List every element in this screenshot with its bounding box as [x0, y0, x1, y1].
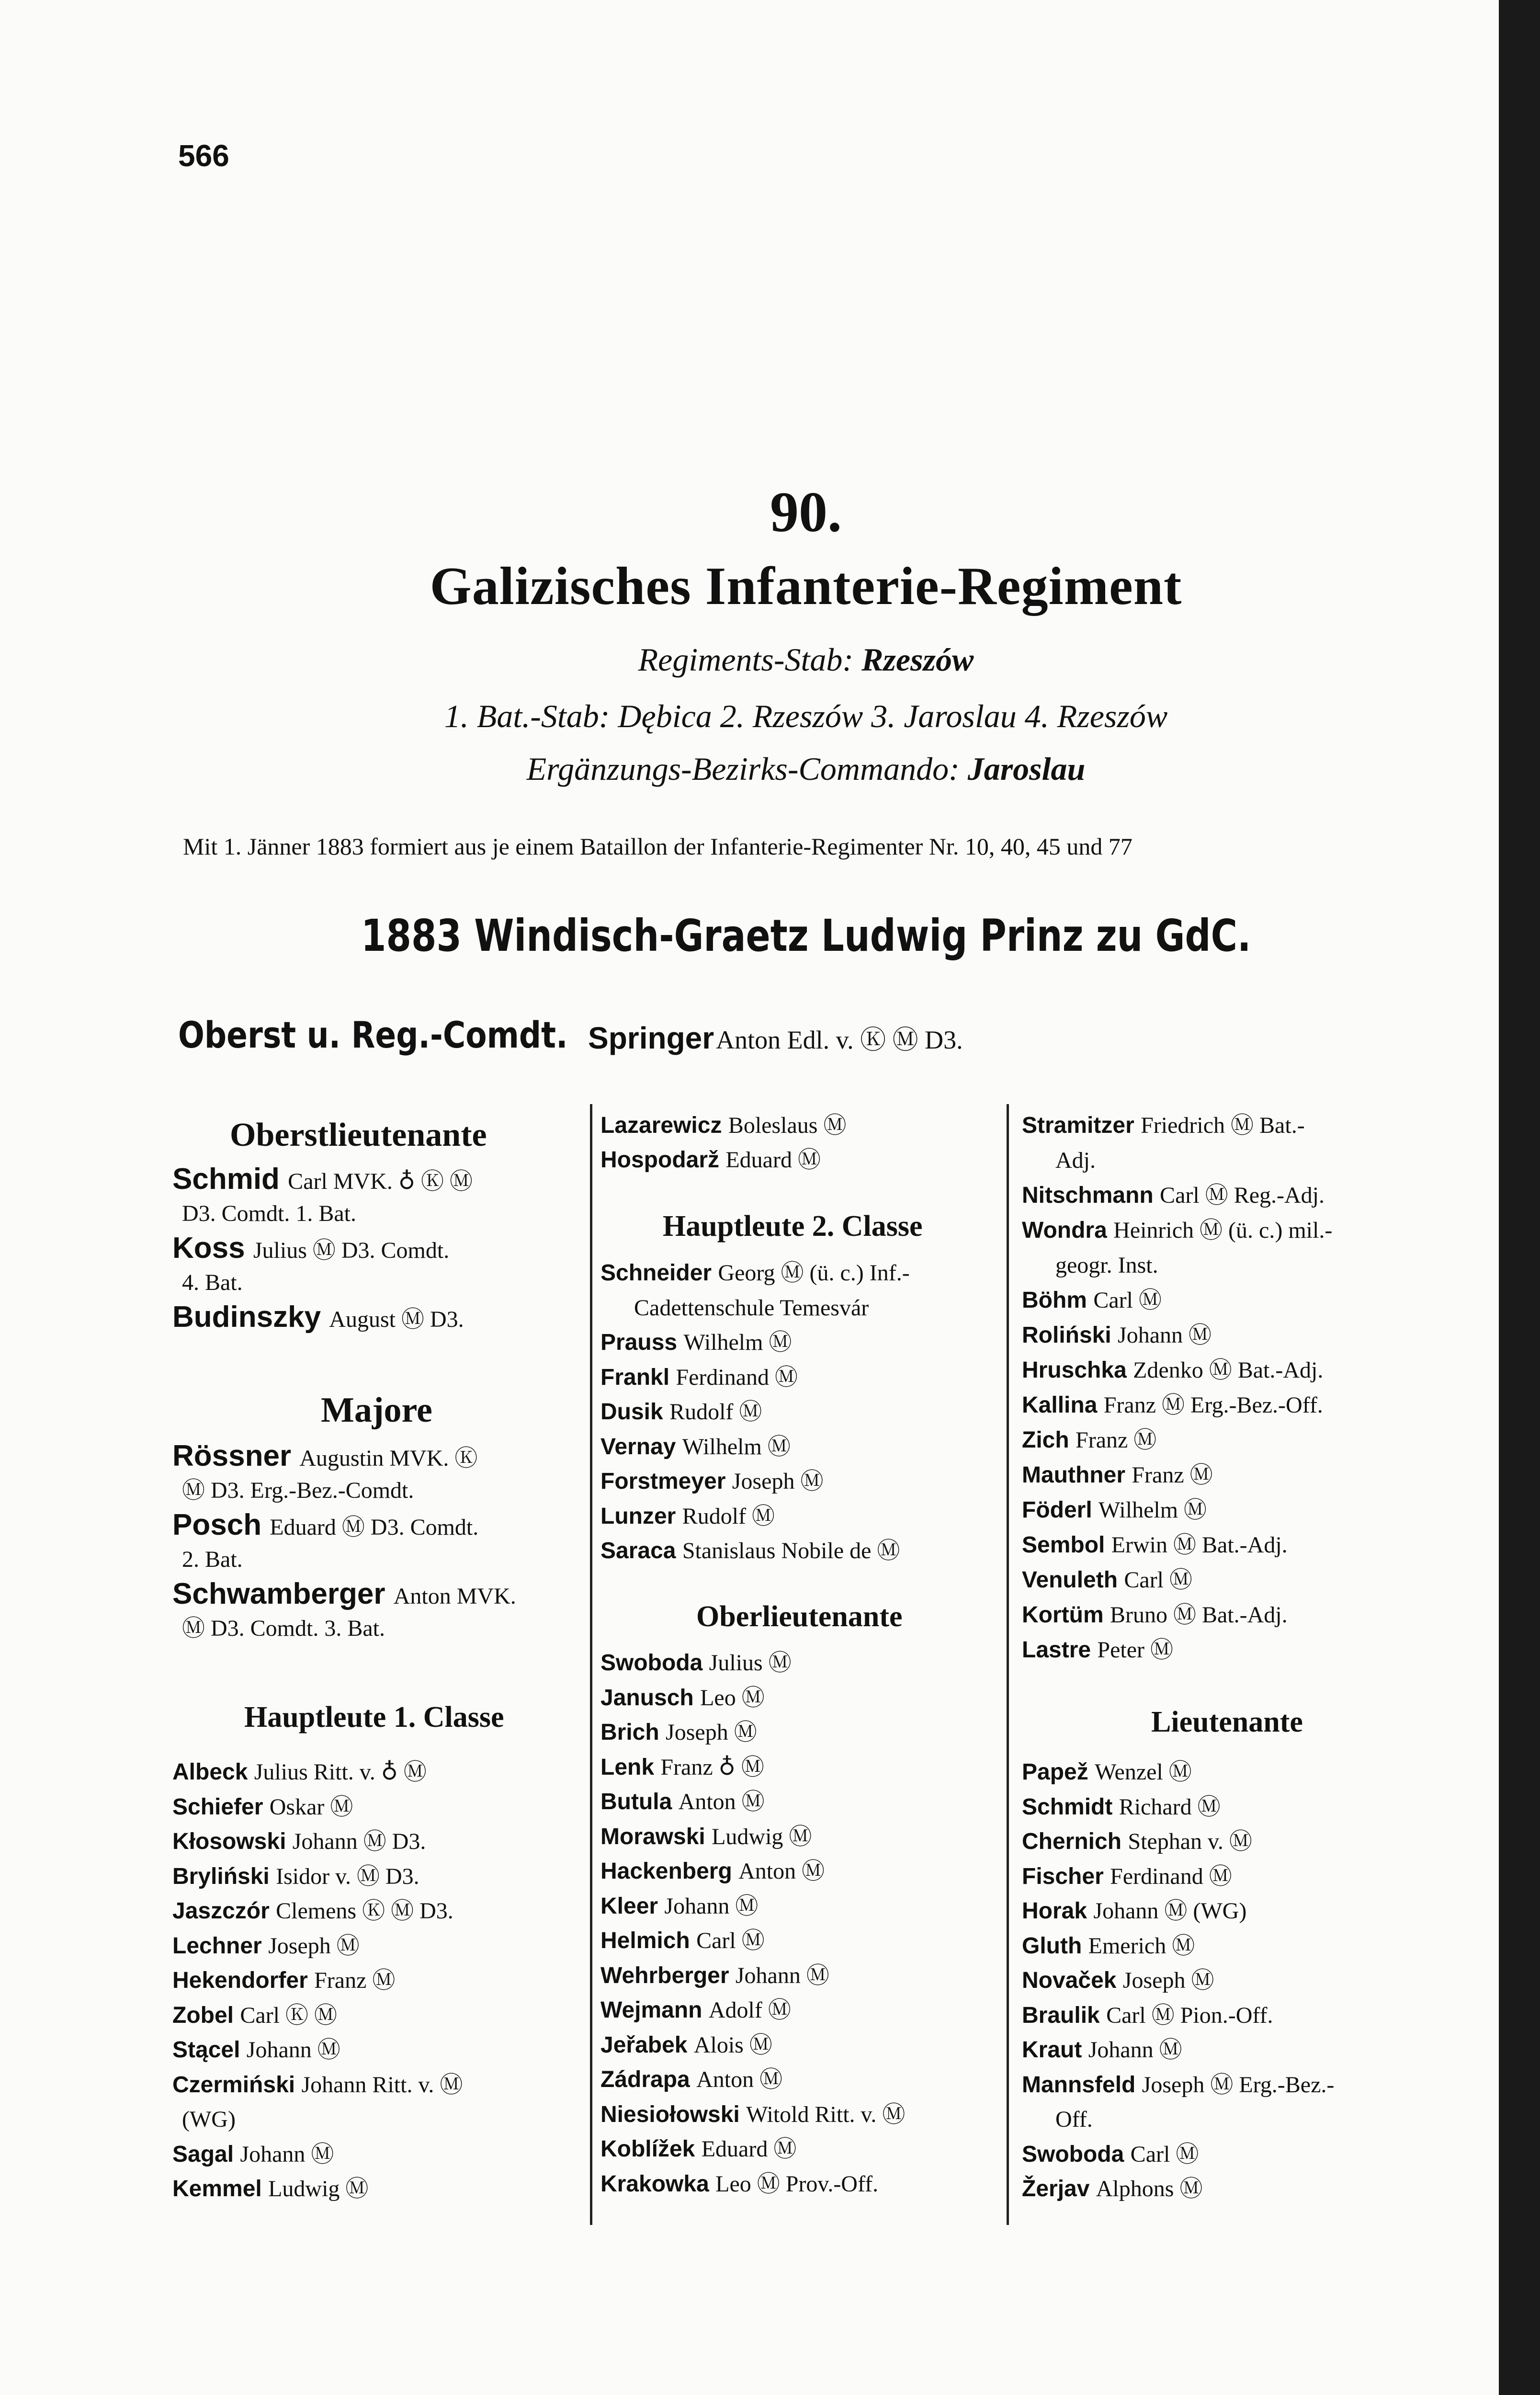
- officer-name: Jeřabek: [600, 2032, 694, 2058]
- officer-name: Swoboda: [600, 1650, 709, 1676]
- officer-details: Carl MVK. ♁ Ⓚ Ⓜ: [288, 1169, 473, 1194]
- officer-name: Chernich: [1022, 1829, 1128, 1854]
- officer-name: Dusik: [600, 1399, 670, 1425]
- officer-entry: [600, 1788, 765, 1816]
- officer-details: geogr. Inst.: [1055, 1253, 1158, 1278]
- erg-line: [57, 750, 1540, 788]
- officer-details: Ⓜ D3. Erg.-Bez.-Comdt.: [182, 1478, 414, 1503]
- officer-details: Ludwig Ⓜ: [712, 1824, 812, 1849]
- officer-entry: [182, 2105, 236, 2134]
- officer-name: Wehrberger: [600, 1962, 736, 1988]
- officer-name: Gluth: [1022, 1933, 1088, 1959]
- page-number: 566: [178, 138, 229, 173]
- column-rule-left: [590, 1104, 592, 2225]
- officer-name: Mannsfeld: [1022, 2072, 1142, 2098]
- officer-entry: [1055, 1251, 1158, 1280]
- inhaber-line: [57, 910, 1540, 961]
- formation-note: Mit 1. Jänner 1883 formiert aus je einem Bataillon der Infanterie-Regimenter Nr. 10, 40, 45 und 77: [183, 833, 1132, 860]
- officer-details: Wilhelm Ⓜ: [683, 1330, 792, 1355]
- officer-details: Joseph Ⓜ: [666, 1720, 757, 1745]
- officer-name: Stramitzer: [1022, 1113, 1141, 1138]
- officer-entry: [1022, 2140, 1199, 2169]
- battalion-line: 1. Bat.-Stab: Dębica 2. Rzeszów 3. Jaroslau 4. Rzeszów: [444, 698, 1168, 734]
- officer-name: Kortüm: [1022, 1602, 1110, 1628]
- officer-details: Eduard Ⓜ: [701, 2136, 797, 2162]
- officer-name: Lunzer: [600, 1503, 682, 1529]
- officer-details: Richard Ⓜ: [1119, 1794, 1221, 1820]
- officer-details: Adolf Ⓜ: [708, 1997, 791, 2023]
- officer-details: August Ⓜ D3.: [329, 1307, 464, 1332]
- officer-entry: [172, 2175, 368, 2203]
- officer-entry: [172, 1234, 449, 1265]
- officer-name: Novaček: [1022, 1968, 1123, 1993]
- officer-details: Off.: [1055, 2107, 1093, 2132]
- officer-details: Friedrich Ⓜ Bat.-: [1141, 1113, 1305, 1138]
- officer-name: Wejmann: [600, 1997, 709, 2023]
- officer-name: Jaszczór: [172, 1898, 276, 1924]
- officer-details: Cadettenschule Temesvár: [634, 1295, 869, 1321]
- officer-entry: [1022, 1216, 1332, 1245]
- officer-name: Morawski: [600, 1824, 712, 1849]
- officer-entry: [182, 1545, 243, 1574]
- officer-entry: [1022, 2175, 1202, 2203]
- oberst-title: Oberst u. Reg.-Comdt.: [178, 1014, 568, 1056]
- officer-name: Koblížek: [600, 2136, 702, 2162]
- officer-entry: [1022, 1496, 1207, 1525]
- officer-entry: [600, 2100, 905, 2129]
- officer-entry: [1022, 1966, 1214, 1995]
- oberst-rest: Anton Edl. v. Ⓚ Ⓜ D3.: [716, 1026, 963, 1054]
- officer-entry: [1022, 1566, 1192, 1595]
- officer-entry: [600, 1398, 762, 1426]
- heading-majore: Majore: [321, 1391, 432, 1430]
- officer-name: Žerjav: [1022, 2176, 1096, 2201]
- officer-entry: [1022, 1391, 1323, 1420]
- oberst-row: [178, 1014, 636, 1056]
- officer-name: Horak: [1022, 1898, 1094, 1924]
- regiment-number: 90.: [770, 480, 842, 544]
- officer-details: Emerich Ⓜ: [1088, 1933, 1195, 1959]
- officer-name: Hruschka: [1022, 1357, 1133, 1383]
- officer-details: (WG): [182, 2107, 236, 2132]
- officer-entry: [1022, 1758, 1192, 1787]
- officer-entry: [600, 1328, 792, 1357]
- officer-entry: [172, 1966, 395, 1995]
- stab-place: Rzeszów: [861, 641, 974, 678]
- officer-details: Wenzel Ⓜ: [1095, 1759, 1192, 1785]
- officer-details: 4. Bat.: [182, 1270, 243, 1295]
- officer-details: Joseph Ⓜ: [268, 1933, 360, 1959]
- officer-details: Ferdinand Ⓜ: [1110, 1863, 1232, 1889]
- oberst-name-row: [588, 1019, 963, 1056]
- erg-place: Jaroslau: [967, 751, 1086, 787]
- officer-name: Rössner: [172, 1439, 300, 1472]
- officer-entry: [600, 1467, 823, 1496]
- officer-entry: [1022, 1111, 1305, 1140]
- officer-name: Papež: [1022, 1759, 1095, 1785]
- officer-entry: [1022, 1531, 1288, 1560]
- officer-entry: [172, 1827, 426, 1856]
- officer-entry: [600, 1537, 900, 1565]
- officer-entry: [1055, 2105, 1093, 2134]
- officer-name: Zich: [1022, 1427, 1076, 1453]
- officer-details: Carl Ⓜ Reg.-Adj.: [1160, 1183, 1325, 1208]
- officer-details: Eduard Ⓜ D3. Comdt.: [270, 1515, 479, 1540]
- officer-name: Roliński: [1022, 1323, 1118, 1348]
- officer-entry: [600, 1502, 775, 1531]
- officer-entry: [600, 1927, 765, 1955]
- officer-entry: [1022, 1286, 1162, 1315]
- officer-entry: [600, 1718, 757, 1747]
- officer-entry: [600, 1649, 792, 1677]
- officer-name: Lenk: [600, 1754, 661, 1780]
- officer-name: Lastre: [1022, 1637, 1098, 1663]
- officer-entry: [600, 1684, 765, 1712]
- officer-name: Prauss: [600, 1330, 684, 1355]
- officer-details: D3. Comdt. 1. Bat.: [182, 1201, 357, 1226]
- officer-details: Wilhelm Ⓜ: [682, 1434, 791, 1460]
- officer-details: Stephan v. Ⓜ: [1128, 1829, 1252, 1854]
- officer-details: Johann Ⓜ: [1118, 1323, 1212, 1348]
- officer-name: Vernay: [600, 1434, 682, 1460]
- officer-entry: [1022, 2036, 1182, 2064]
- officer-name: Schneider: [600, 1260, 718, 1286]
- officer-entry: [172, 1439, 478, 1473]
- officer-details: Stanislaus Nobile de Ⓜ: [682, 1538, 900, 1563]
- officer-details: Rudolf Ⓜ: [669, 1399, 762, 1425]
- officer-details: Joseph Ⓜ Erg.-Bez.-: [1142, 2072, 1335, 2098]
- officer-name: Bryliński: [172, 1863, 276, 1889]
- officer-details: Franz ♁ Ⓜ: [660, 1754, 764, 1780]
- officer-details: Anton MVK.: [393, 1584, 516, 1609]
- officer-name: Kallina: [1022, 1392, 1104, 1418]
- officer-details: Johann Ⓜ D3.: [292, 1829, 426, 1854]
- officer-entry: [1022, 2001, 1273, 2030]
- officer-name: Braulik: [1022, 2002, 1107, 2028]
- officer-name: Sagal: [172, 2141, 240, 2167]
- officer-entry: [600, 2135, 796, 2164]
- officer-details: Peter Ⓜ: [1097, 1637, 1174, 1663]
- officer-details: Anton Ⓜ: [696, 2067, 783, 2092]
- officer-details: Augustin MVK. Ⓚ: [299, 1446, 478, 1471]
- officer-entry: [172, 1577, 516, 1611]
- officer-entry: [172, 1897, 453, 1926]
- officer-details: Carl Ⓜ: [1093, 1288, 1162, 1313]
- officer-details: Zdenko Ⓜ Bat.-Adj.: [1133, 1357, 1324, 1383]
- officer-details: 2. Bat.: [182, 1547, 243, 1572]
- heading-hauptleute-1: Hauptleute 1. Classe: [244, 1701, 504, 1734]
- officer-details: Franz Ⓜ Erg.-Bez.-Off.: [1103, 1392, 1323, 1418]
- officer-entry: [172, 1862, 419, 1891]
- officer-entry: [182, 1199, 356, 1228]
- officer-details: Wilhelm Ⓜ: [1098, 1497, 1207, 1523]
- officer-details: Ⓜ D3. Comdt. 3. Bat.: [182, 1616, 385, 1641]
- officer-details: Anton Ⓜ: [738, 1859, 825, 1884]
- officer-details: Alois Ⓜ: [693, 2032, 772, 2058]
- officer-details: Oskar Ⓜ: [269, 1794, 353, 1820]
- officer-entry: [600, 1259, 910, 1288]
- officer-name: Niesiołowski: [600, 2101, 747, 2127]
- officer-details: Julius Ⓜ D3. Comdt.: [253, 1238, 450, 1263]
- officer-entry: [1022, 1897, 1246, 1926]
- officer-details: Leo Ⓜ: [700, 1685, 765, 1711]
- officer-details: Georg Ⓜ (ü. c.) Inf.-: [718, 1260, 910, 1286]
- officer-entry: [1022, 1601, 1288, 1630]
- officer-details: Carl Ⓜ: [1130, 2141, 1199, 2167]
- officer-name: Schmidt: [1022, 1794, 1119, 1820]
- oberst-name: Springer: [588, 1021, 714, 1055]
- officer-name: Czermiński: [172, 2072, 302, 2098]
- officer-entry: [600, 2031, 772, 2060]
- officer-entry: [172, 1793, 353, 1822]
- officer-name: Krakowka: [600, 2171, 716, 2197]
- officer-details: Johann Ⓜ: [240, 2141, 334, 2167]
- officer-entry: [600, 1753, 764, 1782]
- officer-details: Johann Ⓜ (WG): [1093, 1898, 1247, 1924]
- officer-details: Adj.: [1055, 1148, 1096, 1173]
- officer-entry: [1022, 1321, 1212, 1350]
- officer-details: Leo Ⓜ Prov.-Off.: [715, 2171, 879, 2197]
- officer-name: Wondra: [1022, 1218, 1114, 1243]
- officer-name: Lechner: [172, 1933, 269, 1959]
- officer-name: Kemmel: [172, 2176, 269, 2201]
- officer-entry: [600, 2170, 878, 2199]
- officer-details: Carl Ⓜ: [696, 1928, 765, 1953]
- officer-name: Kraut: [1022, 2037, 1088, 2063]
- officer-details: Clemens Ⓚ Ⓜ D3.: [276, 1898, 453, 1924]
- officer-details: Ferdinand Ⓜ: [676, 1364, 798, 1390]
- officer-entry: [600, 1996, 791, 2025]
- officer-entry: [172, 1508, 479, 1542]
- regiment-title: Galizisches Infanterie-Regiment: [430, 557, 1182, 616]
- officer-details: Carl Ⓜ Pion.-Off.: [1106, 2002, 1273, 2028]
- officer-entry: [600, 1857, 825, 1886]
- officer-details: Rudolf Ⓜ: [682, 1503, 775, 1529]
- officer-name: Saraca: [600, 1538, 682, 1563]
- officer-entry: [600, 1363, 798, 1392]
- officer-name: Janusch: [600, 1685, 701, 1711]
- officer-name: Venuleth: [1022, 1567, 1124, 1593]
- officer-details: Eduard Ⓜ: [725, 1147, 821, 1173]
- officer-entry: [600, 1111, 846, 1140]
- officer-entry: [600, 1146, 821, 1175]
- stab-label: Regiments-Stab:: [638, 641, 854, 678]
- officer-entry: [1055, 1146, 1096, 1175]
- officer-name: Hackenberg: [600, 1859, 739, 1884]
- officer-name: Zádrapa: [600, 2067, 697, 2092]
- officer-details: Franz Ⓜ: [314, 1968, 396, 1993]
- officer-details: Ludwig Ⓜ: [268, 2176, 369, 2201]
- officer-name: Helmich: [600, 1928, 697, 1953]
- stab-line: [57, 641, 1540, 679]
- inhaber: 1883 Windisch-Graetz Ludwig Prinz zu GdC.: [361, 910, 1251, 961]
- officer-entry: [172, 1165, 473, 1196]
- officer-name: Forstmeyer: [600, 1469, 732, 1494]
- officer-name: Brich: [600, 1720, 666, 1745]
- officer-details: Heinrich Ⓜ (ü. c.) mil.-: [1113, 1218, 1333, 1243]
- officer-entry: [600, 1823, 812, 1851]
- officer-name: Mauthner: [1022, 1462, 1132, 1488]
- officer-name: Schmid: [172, 1163, 288, 1196]
- officer-details: Carl Ⓚ Ⓜ: [240, 2002, 337, 2028]
- officer-entry: [1022, 1862, 1232, 1891]
- officer-entry: [1022, 1827, 1252, 1856]
- officer-entry: [1022, 1636, 1173, 1665]
- officer-name: Böhm: [1022, 1288, 1094, 1313]
- officer-details: Johann Ⓜ: [246, 2037, 340, 2063]
- officer-name: Zobel: [172, 2002, 240, 2028]
- officer-name: Hekendorfer: [172, 1968, 315, 1993]
- officer-details: Witold Ritt. v. Ⓜ: [746, 2101, 906, 2127]
- officer-entry: [172, 1300, 464, 1334]
- officer-name: Sembol: [1022, 1532, 1111, 1558]
- officer-name: Stącel: [172, 2037, 247, 2063]
- officer-name: Koss: [172, 1232, 253, 1265]
- officer-entry: [1022, 1932, 1195, 1961]
- officer-name: Nitschmann: [1022, 1183, 1160, 1208]
- officer-details: Johann Ⓜ: [664, 1893, 759, 1919]
- officer-details: Bruno Ⓜ Bat.-Adj.: [1110, 1602, 1288, 1628]
- officer-details: Alphons Ⓜ: [1096, 2176, 1203, 2201]
- officer-entry: [1022, 1461, 1213, 1490]
- officer-name: Lazarewicz: [600, 1113, 728, 1138]
- officer-name: Föderl: [1022, 1497, 1099, 1523]
- officer-name: Hospodarž: [600, 1147, 726, 1173]
- officer-details: Johann Ⓜ: [1088, 2037, 1182, 2063]
- officer-name: Schwamberger: [172, 1577, 394, 1610]
- officer-details: Joseph Ⓜ: [732, 1469, 824, 1494]
- officer-entry: [634, 1294, 869, 1323]
- officer-name: Posch: [172, 1508, 270, 1541]
- officer-entry: [1022, 2071, 1334, 2099]
- officer-name: Butula: [600, 1789, 679, 1814]
- officer-details: Franz Ⓜ: [1132, 1462, 1213, 1488]
- officer-details: Julius Ritt. v. ♁ Ⓜ: [254, 1759, 427, 1785]
- heading-hauptleute-2: Hauptleute 2. Classe: [663, 1210, 923, 1243]
- column-rule-right: [1007, 1104, 1009, 2225]
- officer-entry: [600, 1892, 758, 1921]
- officer-details: Boleslaus Ⓜ: [728, 1113, 847, 1138]
- officer-name: Albeck: [172, 1759, 254, 1785]
- officer-entry: [1022, 1181, 1325, 1210]
- erg-label: Ergänzungs-Bezirks-Commando:: [526, 751, 960, 787]
- officer-entry: [182, 1268, 243, 1297]
- officer-name: Kleer: [600, 1893, 665, 1919]
- officer-entry: [172, 1932, 360, 1961]
- officer-details: Julius Ⓜ: [709, 1650, 792, 1676]
- officer-name: Swoboda: [1022, 2141, 1131, 2167]
- officer-details: Anton Ⓜ: [678, 1789, 765, 1814]
- officer-details: Franz Ⓜ: [1076, 1427, 1157, 1453]
- officer-entry: [600, 1433, 791, 1461]
- heading-oberstlieutenante: Oberstlieutenante: [230, 1117, 487, 1153]
- officer-details: Erwin Ⓜ Bat.-Adj.: [1111, 1532, 1288, 1558]
- officer-entry: [1022, 1356, 1323, 1385]
- officer-name: Budinszky: [172, 1300, 329, 1334]
- officer-name: Fischer: [1022, 1863, 1110, 1889]
- officer-details: Carl Ⓜ: [1124, 1567, 1193, 1593]
- officer-entry: [1022, 1426, 1156, 1455]
- officer-entry: [172, 2036, 340, 2064]
- officer-entry: [1022, 1793, 1221, 1822]
- officer-entry: [182, 1476, 414, 1505]
- officer-entry: [172, 2001, 337, 2030]
- officer-name: Schiefer: [172, 1794, 270, 1820]
- officer-entry: [172, 2140, 334, 2169]
- officer-details: Johann Ⓜ: [735, 1962, 829, 1988]
- officer-entry: [600, 1962, 829, 1990]
- officer-details: Isidor v. Ⓜ D3.: [276, 1863, 419, 1889]
- officer-entry: [182, 1614, 385, 1643]
- officer-name: Kłosowski: [172, 1829, 293, 1854]
- officer-entry: [172, 2071, 463, 2099]
- officer-entry: [600, 2065, 782, 2094]
- officer-name: Frankl: [600, 1364, 676, 1390]
- officer-details: Joseph Ⓜ: [1122, 1968, 1214, 1993]
- heading-oberlieutenante: Oberlieutenante: [696, 1600, 903, 1633]
- officer-details: Johann Ritt. v. Ⓜ: [301, 2072, 463, 2098]
- heading-lieutenante: Lieutenante: [1151, 1706, 1303, 1738]
- officer-entry: [172, 1758, 427, 1787]
